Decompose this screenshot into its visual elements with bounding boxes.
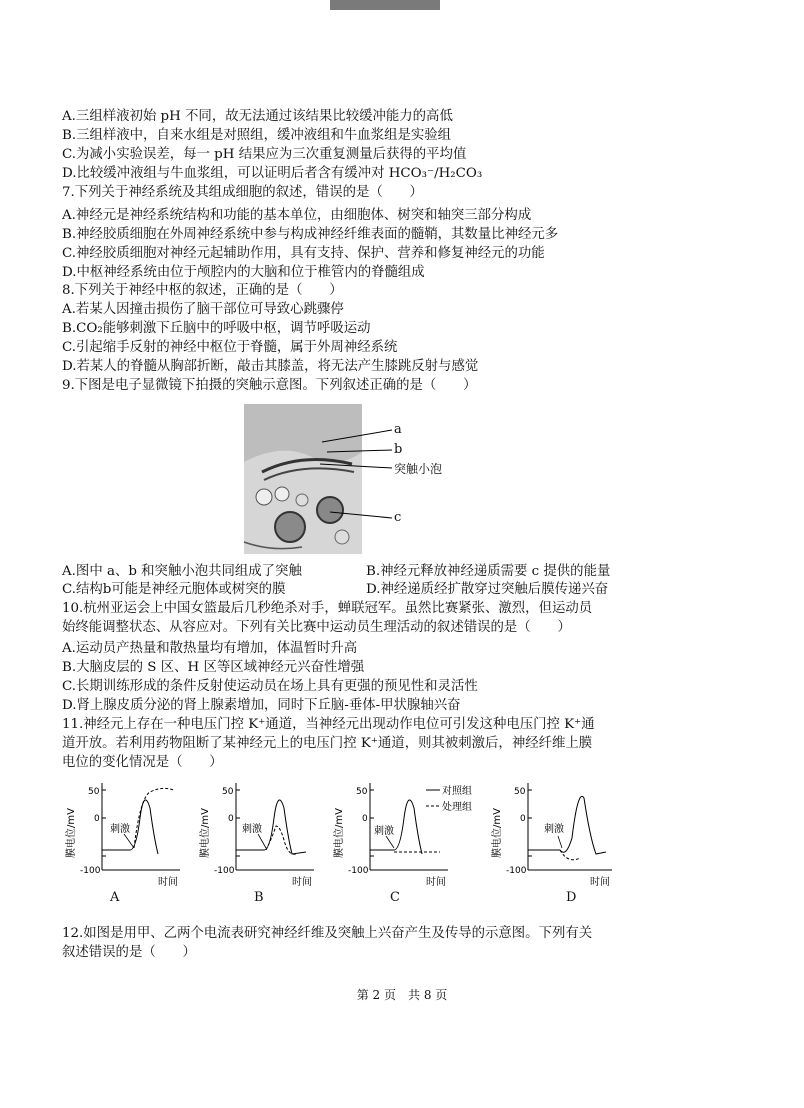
scan-artifact bbox=[330, 0, 440, 10]
x-axis-label: 时间 bbox=[426, 877, 446, 888]
graph-a bbox=[62, 778, 182, 908]
label-synaptic-vesicle: 突触小泡 bbox=[394, 462, 443, 476]
label-c: c bbox=[394, 510, 402, 525]
x-axis-label: 时间 bbox=[292, 877, 312, 888]
tick-0: 0 bbox=[228, 814, 234, 824]
x-axis-label: 时间 bbox=[590, 877, 610, 888]
q7-option-c: C.神经胶质细胞对神经元起辅助作用，具有支持、保护、营养和修复神经元的功能 bbox=[62, 246, 545, 261]
tick-minus-100: -100 bbox=[348, 866, 369, 876]
q11-stem-line2: 道开放。若利用药物阻断了某神经元上的电压门控 K⁺通道，则其被刺激后，神经纤维上膜 bbox=[62, 736, 593, 751]
q8-option-b: B.CO₂能够刺激下丘脑中的呼吸中枢，调节呼吸运动 bbox=[62, 321, 371, 336]
q10-option-d: D.肾上腺皮质分泌的肾上腺素增加，同时下丘脑-垂体-甲状腺轴兴奋 bbox=[62, 698, 461, 713]
q6-option-b: B.三组样液中，自来水组是对照组，缓冲液组和牛血浆组是实验组 bbox=[62, 128, 452, 143]
x-axis-label: 时间 bbox=[158, 877, 178, 888]
tick-minus-100: -100 bbox=[506, 866, 527, 876]
tick-0: 0 bbox=[362, 814, 368, 824]
tick-50: 50 bbox=[356, 787, 368, 797]
q6-option-a: A.三组样液初始 pH 不同，故无法通过该结果比较缓冲能力的高低 bbox=[62, 109, 453, 124]
synapse-micrograph-figure bbox=[242, 402, 492, 557]
graph-label-c: C bbox=[390, 890, 400, 905]
q10-option-a: A.运动员产热量和散热量均有增加，体温暂时升高 bbox=[62, 641, 358, 656]
vesicle bbox=[275, 487, 289, 501]
tick-0: 0 bbox=[520, 814, 526, 824]
label-b: b bbox=[394, 442, 403, 457]
y-axis-label: 膜电位/mV bbox=[200, 808, 211, 858]
stimulus-label: 刺激 bbox=[544, 824, 564, 835]
q7-option-d: D.中枢神经系统由位于颅腔内的大脑和位于椎管内的脊髓组成 bbox=[62, 265, 425, 280]
page-footer: 第 2 页 共 8 页 bbox=[356, 988, 448, 1002]
graph-d bbox=[488, 778, 618, 908]
graph-label-d: D bbox=[566, 890, 577, 905]
q12-stem-line1: 12.如图是用甲、乙两个电流表研究神经纤维及突触上兴奋产生及传导的示意图。下列有关 bbox=[62, 926, 593, 941]
q10-option-c: C.长期训练形成的条件反射使运动员在场上具有更强的预见性和灵活性 bbox=[62, 679, 478, 694]
label-a: a bbox=[394, 422, 402, 437]
q9-option-c: C.结构b可能是神经元胞体或树突的膜 bbox=[62, 582, 286, 597]
vesicle bbox=[335, 530, 349, 544]
q6-option-c: C.为减小实验误差，每一 pH 结果应为三次重复测量后获得的平均值 bbox=[62, 147, 467, 162]
q9-stem: 9.下图是电子显微镜下拍摄的突触示意图。下列叙述正确的是（ ） bbox=[62, 378, 477, 393]
q8-stem: 8.下列关于神经中枢的叙述，正确的是（ ） bbox=[62, 283, 343, 298]
q11-stem-line1: 11.神经元上存在一种电压门控 K⁺通道，当神经元出现动作电位可引发这种电压门控 K⁺通 bbox=[62, 717, 595, 732]
q6-option-d: D.比较缓冲液组与牛血浆组，可以证明后者含有缓冲对 HCO₃⁻/H₂CO₃ bbox=[62, 166, 483, 181]
q12-stem-line2: 叙述错误的是（ ） bbox=[62, 945, 196, 960]
legend-control: 对照组 bbox=[442, 786, 472, 797]
q9-option-d: D.神经递质经扩散穿过突触后膜传递兴奋 bbox=[366, 582, 609, 597]
stimulus-label: 刺激 bbox=[374, 826, 394, 837]
q10-option-b: B.大脑皮层的 S 区、H 区等区域神经元兴奋性增强 bbox=[62, 660, 365, 675]
legend-treatment: 处理组 bbox=[442, 802, 472, 813]
stimulus-label: 刺激 bbox=[110, 824, 130, 835]
q9-option-a: A.图中 a、b 和突触小泡共同组成了突触 bbox=[62, 564, 302, 579]
q10-stem-line2: 始终能调整状态、从容应对。下列有关比赛中运动员生理活动的叙述错误的是（ ） bbox=[62, 620, 571, 635]
q7-option-a: A.神经元是神经系统结构和功能的基本单位，由细胞体、树突和轴突三部分构成 bbox=[62, 208, 532, 223]
graph-label-a: A bbox=[110, 890, 120, 905]
q8-option-a: A.若某人因撞击损伤了脑干部位可导致心跳骤停 bbox=[62, 302, 344, 317]
mitochondrion bbox=[317, 497, 343, 523]
tick-50: 50 bbox=[222, 787, 234, 797]
q8-option-d: D.若某人的脊髓从胸部折断，敲击其膝盖，将无法产生膝跳反射与感觉 bbox=[62, 359, 479, 374]
vesicle bbox=[296, 494, 308, 506]
graph-c bbox=[330, 778, 490, 908]
q7-stem: 7.下列关于神经系统及其组成细胞的叙述，错误的是（ ） bbox=[62, 185, 423, 200]
graph-b bbox=[196, 778, 316, 908]
graph-label-b: B bbox=[254, 890, 264, 905]
q10-stem-line1: 10.杭州亚运会上中国女篮最后几秒绝杀对手，蝉联冠军。虽然比赛紧张、激烈，但运动员 bbox=[62, 601, 593, 616]
y-axis-label: 膜电位/mV bbox=[66, 808, 77, 858]
tick-0: 0 bbox=[94, 814, 100, 824]
tick-minus-100: -100 bbox=[214, 866, 235, 876]
q7-option-b: B.神经胶质细胞在外周神经系统中参与构成神经纤维表面的髓鞘，其数量比神经元多 bbox=[62, 227, 559, 242]
tick-50: 50 bbox=[514, 787, 526, 797]
mitochondrion bbox=[275, 512, 305, 542]
y-axis-label: 膜电位/mV bbox=[492, 808, 503, 858]
tick-minus-100: -100 bbox=[80, 866, 101, 876]
q9-option-b: B.神经元释放神经递质需要 c 提供的能量 bbox=[366, 564, 611, 579]
stimulus-label: 刺激 bbox=[242, 824, 262, 835]
y-axis-label: 膜电位/mV bbox=[334, 808, 345, 858]
q8-option-c: C.引起缩手反射的神经中枢位于脊髓，属于外周神经系统 bbox=[62, 340, 398, 355]
tick-50: 50 bbox=[88, 787, 100, 797]
vesicle bbox=[256, 489, 272, 505]
q11-stem-line3: 电位的变化情况是（ ） bbox=[62, 755, 223, 770]
